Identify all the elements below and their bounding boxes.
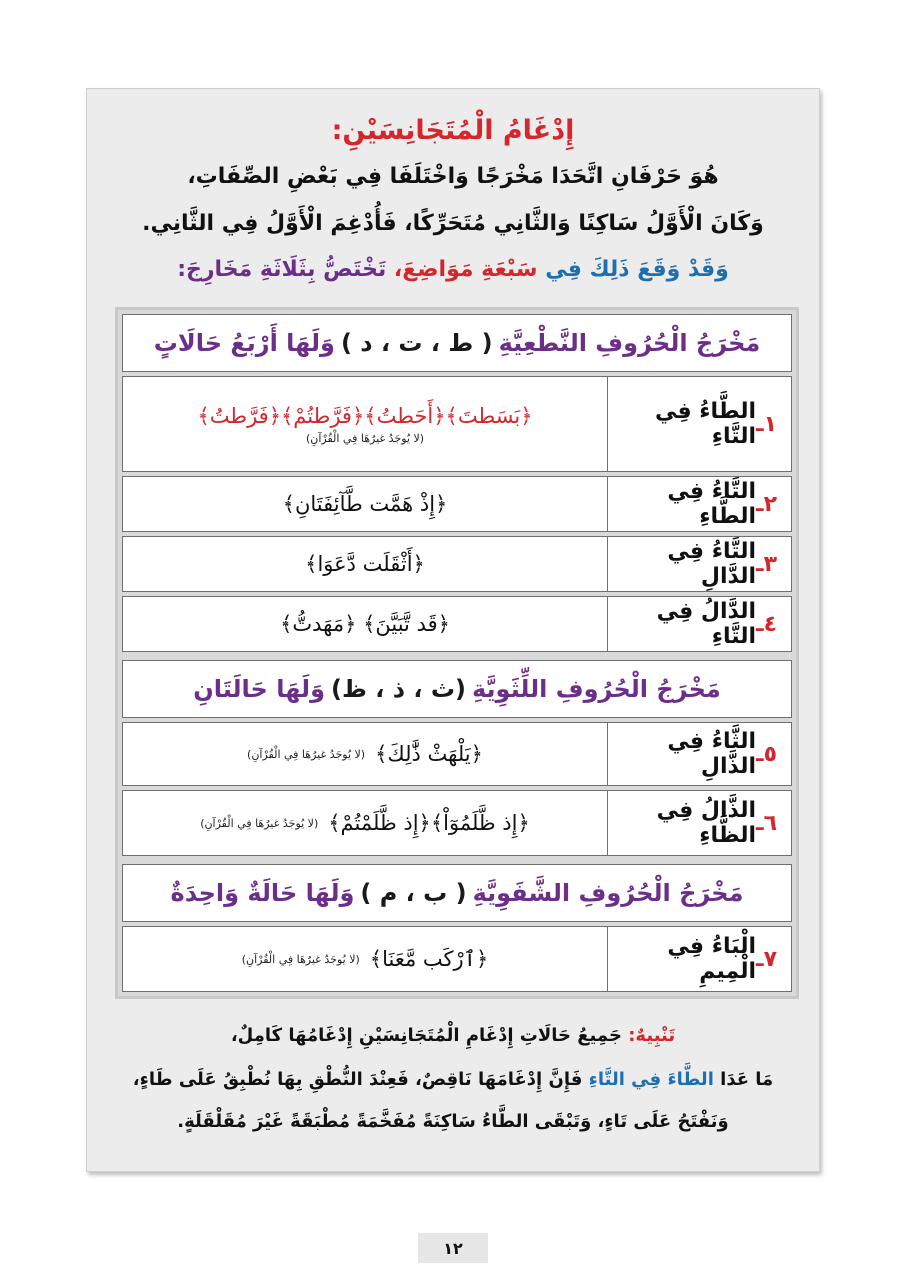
case-number: ٢ـ [756, 491, 777, 517]
notice-tag: تَنْبِيهٌ: [628, 1025, 676, 1046]
case-label [607, 537, 791, 591]
table-row [122, 596, 792, 652]
case-words: ﴿بَسَطتَ﴾﴿أَحَطتُ﴾﴿فَرَّطتُمْ﴾﴿فَرَّطتُ﴾ [197, 403, 533, 428]
case-label [607, 723, 791, 785]
definition-line-3-count: سَبْعَةِ مَوَاضِعَ، [393, 257, 538, 282]
case-note: (لا يُوجَدُ غيرُهَا فِي الْقُرْآنِ) [247, 747, 366, 761]
page-number: ١٢ [418, 1233, 488, 1263]
case-number: ٥ـ [756, 741, 777, 767]
case-label-text: الثَّاءُ فِي الذَّالِ [667, 729, 757, 779]
case-label-text: الذَّالُ فِي الظَّاءِ [656, 798, 757, 848]
section-header-title: مَخْرَجُ الْحُرُوفِ النَّطْعِيَّةِ [498, 329, 761, 357]
definition-line-2: وَكَانَ الْأَوَّلُ سَاكِنًا وَالثَّانِي مُتَحَرِّكًا، فَأُدْغِمَ الْأَوَّلُ فِي الثَّانِي. [142, 211, 764, 236]
case-words: ﴿قَد تَّبَيَّنَ﴾ ﴿مَهَدتُّ﴾ [280, 612, 450, 636]
case-label-text: الْبَاءُ فِي الْمِيمِ [667, 934, 757, 984]
case-words: ﴿إِذْ هَمَّت طَّآئِفَتَانِ﴾ [282, 492, 448, 516]
section-header-title: مَخْرَجُ الْحُرُوفِ الشَّفَوِيَّةِ [472, 879, 744, 907]
notice-line-2 [107, 1069, 799, 1090]
table-row [122, 790, 792, 856]
section-header-count: وَلَهَا أَرْبَعُ حَالَاتٍ [153, 329, 335, 357]
case-label-text: الدَّالُ فِي التَّاءِ [656, 599, 757, 649]
section-header-title: مَخْرَجُ الْحُرُوفِ اللِّثَوِيَّةِ [471, 675, 721, 703]
cases-table [115, 307, 799, 999]
section-header-count: وَلَهَا حَالَةٌ وَاحِدَةٌ [170, 879, 355, 907]
definition-line-3-end: تَخْتَصُّ بِثَلَاثَةِ مَخَارِجَ: [177, 257, 387, 282]
case-label [607, 477, 791, 531]
page-panel [86, 88, 820, 1172]
case-examples [123, 791, 607, 855]
section-header-letters: ( ط ، ت ، د ) [340, 329, 493, 357]
table-row [122, 926, 792, 992]
case-label [607, 791, 791, 855]
case-examples [123, 377, 607, 471]
table-row [122, 536, 792, 592]
case-label-text: التَّاءُ فِي الطَّاءِ [667, 479, 757, 529]
notice-line-1 [107, 1025, 799, 1046]
section-header-letters: ( ب ، م ) [360, 879, 467, 907]
case-examples [123, 477, 607, 531]
case-number: ٧ـ [756, 946, 777, 972]
section-header-lithawiyah [122, 660, 792, 718]
case-words: ﴿ٱرْكَب مَّعَنَا﴾ [369, 947, 489, 971]
notice-line-1-text: جَمِيعُ حَالَاتِ إِدْغَامِ الْمُتَجَانِسَيْنِ إِدْغَامُهَا كَامِلٌ، [230, 1025, 622, 1046]
case-examples [123, 723, 607, 785]
case-words: ﴿إِذ ظَّلَمُوٓاْ﴾﴿إِذ ظَّلَمْتُمْ﴾ [328, 811, 530, 835]
definition-line-1: هُوَ حَرْفَانِ اتَّحَدَا مَخْرَجًا وَاخْتَلَفَا فِي بَعْضِ الصِّفَاتِ، [187, 164, 719, 189]
case-label-text: التَّاءُ فِي الدَّالِ [667, 539, 757, 589]
notice-line-2-start: مَا عَدَا [720, 1069, 774, 1090]
table-row [122, 476, 792, 532]
case-number: ٦ـ [756, 810, 777, 836]
section-header-shafawiyah [122, 864, 792, 922]
page-title: إِدْغَامُ الْمُتَجَانِسَيْنِ: [331, 115, 575, 146]
case-label [607, 597, 791, 651]
case-note: (لا يُوجَدُ غيرُهَا فِي الْقُرْآنِ) [305, 431, 425, 445]
section-header-count: وَلَهَا حَالَتَانِ [193, 675, 325, 703]
case-examples [123, 597, 607, 651]
case-examples [123, 537, 607, 591]
case-number: ٤ـ [756, 611, 777, 637]
definition-line-3 [87, 257, 819, 282]
case-number: ٣ـ [756, 551, 777, 577]
table-row [122, 722, 792, 786]
section-header-nateeyah [122, 314, 792, 372]
definition-line-3-start: وَقَدْ وَقَعَ ذَلِكَ فِي [545, 257, 729, 282]
case-label [607, 377, 791, 471]
notice-line-2-end: فَإِنَّ إِدْغَامَهَا نَاقِصٌ، فَعِنْدَ النُّطْقِ بِهَا نُطْبِقُ عَلَى طَاءٍ، [132, 1069, 583, 1090]
case-note: (لا يُوجَدُ غيرُهَا فِي الْقُرْآنِ) [241, 952, 360, 966]
case-words: ﴿يَلْهَثْ ذَّٰلِكَ﴾ [375, 742, 483, 766]
notice-line-3: وَنَفْتَحُ عَلَى تَاءٍ، وَتَبْقَى الطَّاءُ سَاكِنَةً مُفَخَّمَةً مُطْبَقَةً غَيْرَ مُقَلْقَلَةٍ. [177, 1111, 729, 1132]
case-examples [123, 927, 607, 991]
case-label-text: الطَّاءُ فِي التَّاءِ [654, 399, 757, 449]
notice-highlight: الطَّاءَ فِي التَّاءِ [588, 1069, 714, 1090]
case-note: (لا يُوجَدُ غيرُهَا فِي الْقُرْآنِ) [200, 816, 319, 830]
case-number: ١ـ [756, 411, 777, 437]
case-words: ﴿أَثْقَلَت دَّعَوَا﴾ [305, 552, 425, 576]
case-label [607, 927, 791, 991]
table-row [122, 376, 792, 472]
section-header-letters: (ث ، ذ ، ظ) [331, 675, 466, 703]
